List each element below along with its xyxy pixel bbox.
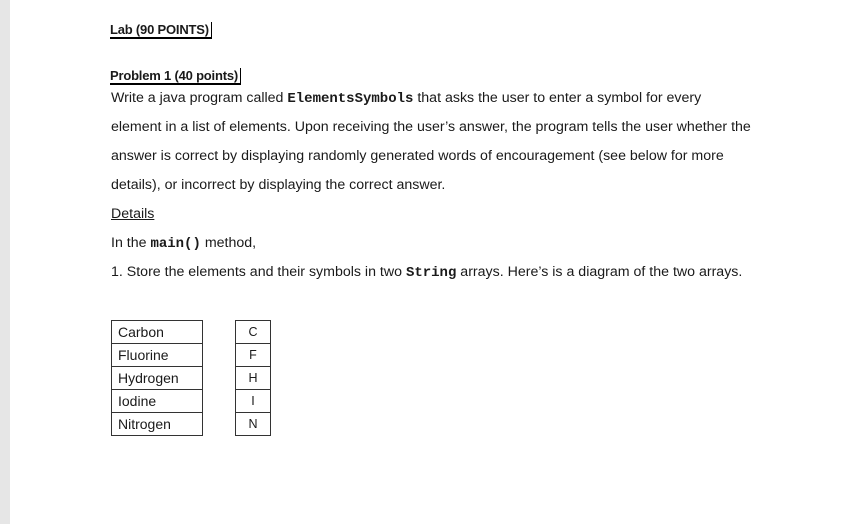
- intro-line-4: details), or incorrect by displaying the correct answer.: [111, 177, 446, 193]
- lab-title: Lab (90 POINTS): [110, 22, 212, 39]
- step-1-line: [111, 262, 742, 283]
- element-cell: Iodine: [112, 390, 203, 413]
- element-cell: Fluorine: [112, 344, 203, 367]
- symbols-array-diagram: [235, 320, 271, 436]
- main-method-code: main(): [150, 236, 201, 252]
- element-cell: Hydrogen: [112, 367, 203, 390]
- symbol-cell: H: [236, 367, 271, 390]
- intro-line-1: [111, 88, 701, 109]
- string-type-code: String: [405, 265, 457, 281]
- problem-title: Problem 1 (40 points): [110, 68, 241, 85]
- symbol-cell: I: [236, 390, 271, 413]
- step-1-text-1: 1. Store the elements and their symbols in two: [111, 264, 406, 280]
- intro-text-1: Write a java program called: [111, 90, 288, 106]
- symbol-cell: F: [236, 344, 271, 367]
- elements-array-diagram: [111, 320, 203, 436]
- element-cell: Carbon: [112, 321, 203, 344]
- symbol-cell: N: [236, 413, 271, 436]
- intro-line-2: element in a list of elements. Upon receiving the user’s answer, the program tells the user whether the: [111, 119, 751, 135]
- step-1-text-2: arrays. Here’s is a diagram of the two arrays.: [456, 264, 743, 280]
- intro-text-2: that asks the user to enter a symbol for every: [413, 90, 702, 106]
- element-cell: Nitrogen: [112, 413, 203, 436]
- intro-line-3: answer is correct by displaying randomly generated words of encouragement (see below for more: [111, 148, 724, 164]
- class-name-code: ElementsSymbols: [287, 91, 414, 107]
- symbol-cell: C: [236, 321, 271, 344]
- page-margin: [0, 0, 10, 524]
- main-text-2: method,: [200, 235, 257, 251]
- main-text-1: In the: [111, 235, 151, 251]
- main-method-line: [111, 233, 256, 254]
- details-heading: Details: [111, 206, 155, 222]
